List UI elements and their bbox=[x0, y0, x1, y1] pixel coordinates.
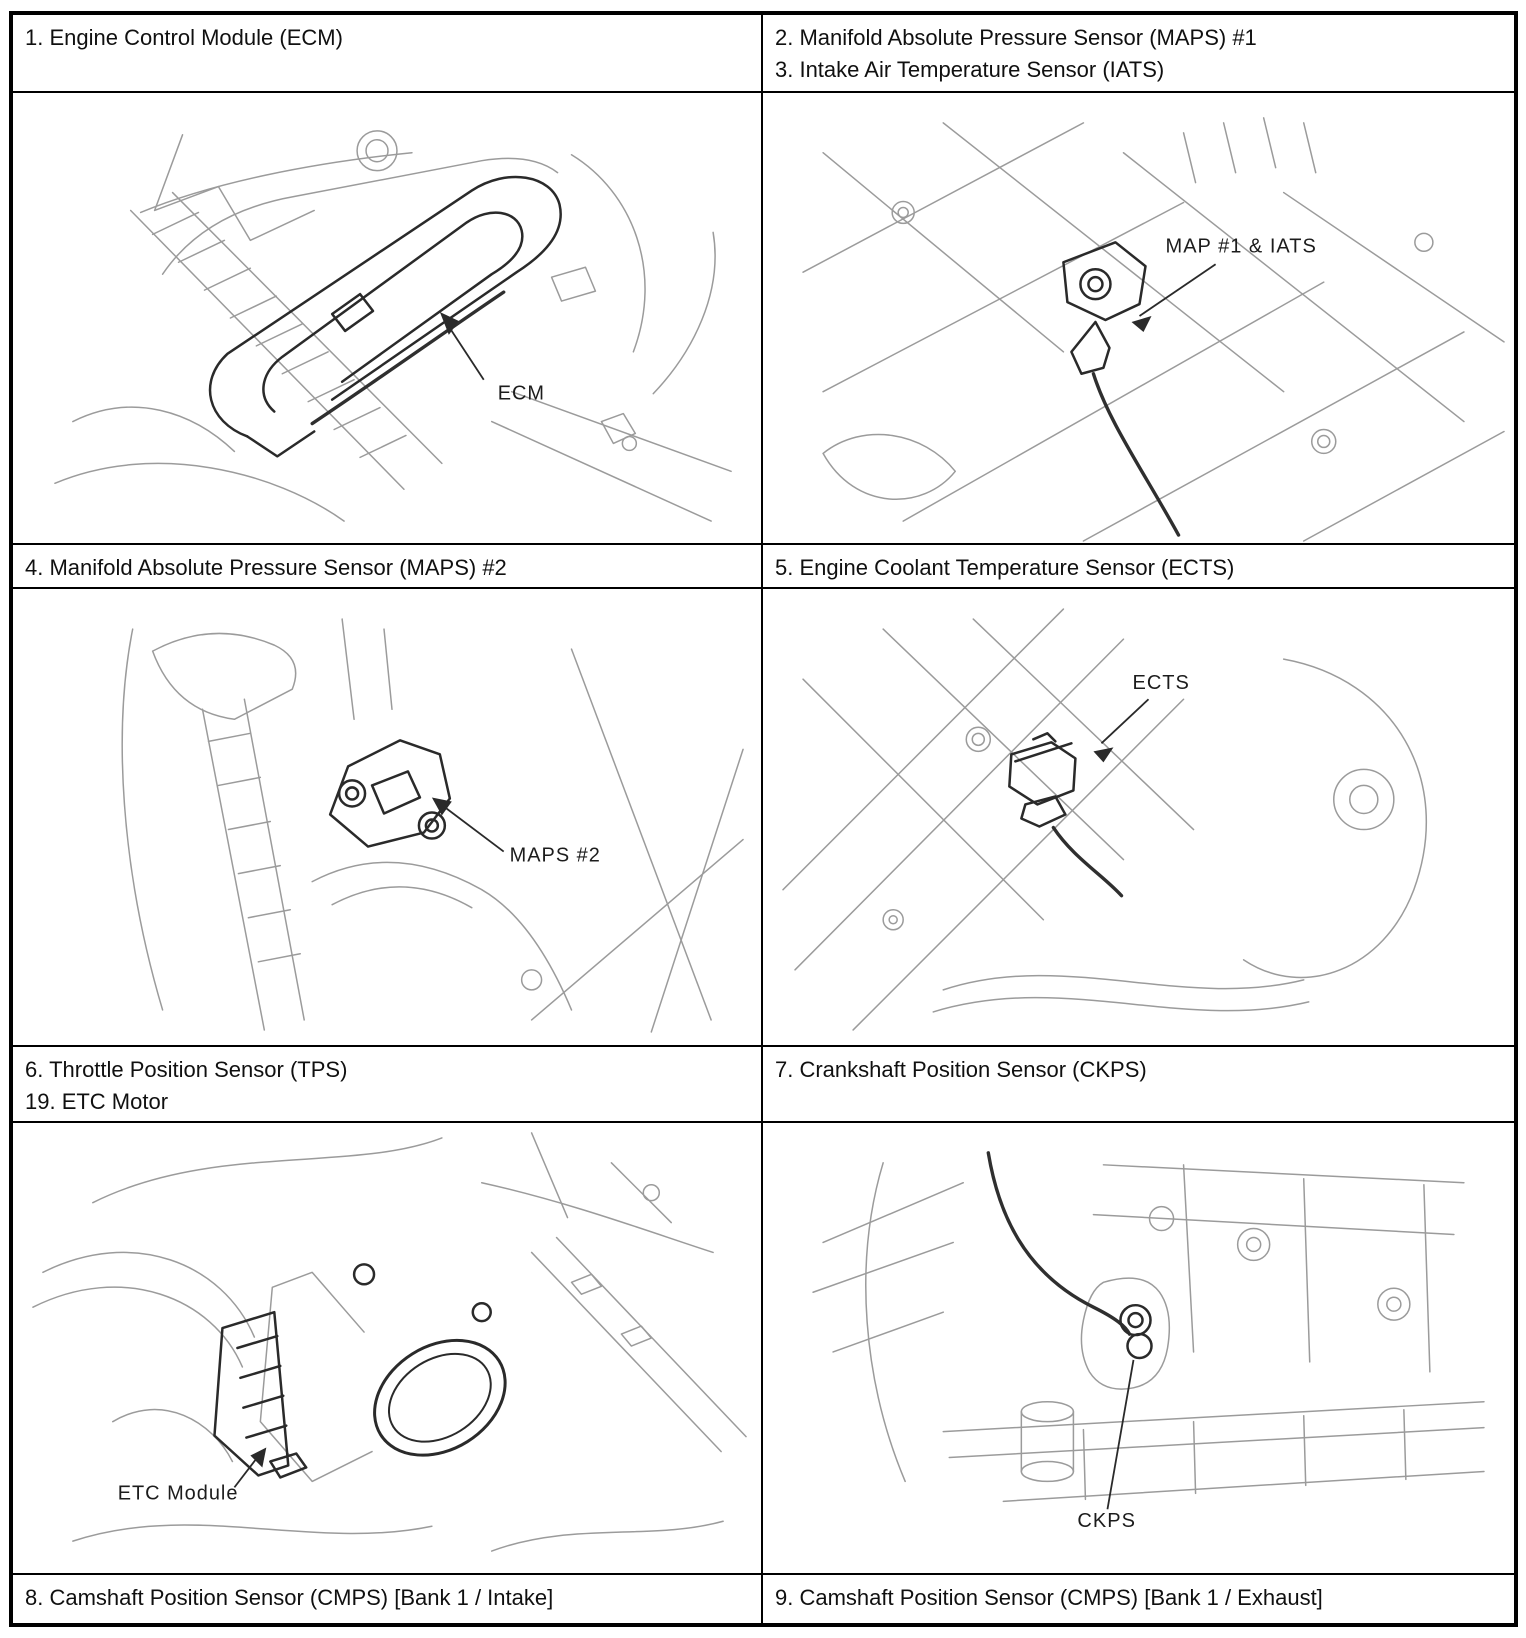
header-line: 3. Intake Air Temperature Sensor (IATS) bbox=[775, 57, 1165, 82]
figure-cell-ects bbox=[763, 589, 1514, 1047]
sensor-cable bbox=[1093, 374, 1178, 535]
sensor-cable bbox=[988, 1153, 1129, 1334]
callout-arrow bbox=[1101, 699, 1148, 743]
ects-sensor-outline bbox=[1009, 733, 1075, 826]
header-cell-ecm bbox=[13, 15, 763, 93]
callout-label: CKPS bbox=[1077, 1510, 1136, 1533]
engine-line-art bbox=[122, 619, 743, 1032]
map-sensor-outline bbox=[1063, 242, 1145, 373]
figure-cell-maps1-iats bbox=[763, 93, 1514, 545]
header-line: 9. Camshaft Position Sensor (CMPS) [Bank 1 / Exhaust] bbox=[775, 1585, 1323, 1610]
etc-module-callout bbox=[118, 1448, 267, 1505]
ckps-sensor-outline bbox=[1120, 1305, 1151, 1358]
maps2-callout bbox=[432, 797, 601, 866]
ecm-unit-outline bbox=[210, 177, 561, 456]
sensor-wires bbox=[1053, 828, 1121, 896]
header-cell-maps1-iats bbox=[763, 15, 1514, 93]
header-line: 7. Crankshaft Position Sensor (CKPS) bbox=[775, 1057, 1147, 1082]
figure-etc-module bbox=[13, 1123, 761, 1573]
callout-label: ECM bbox=[497, 382, 545, 405]
figure-cell-ckps bbox=[763, 1123, 1514, 1575]
header-line: 1. Engine Control Module (ECM) bbox=[25, 25, 343, 50]
figure-cell-etc-module bbox=[13, 1123, 763, 1575]
callout-arrowhead bbox=[1093, 747, 1113, 762]
header-cell-maps2 bbox=[13, 545, 763, 589]
figure-cell-ecm bbox=[13, 93, 763, 545]
engine-line-art bbox=[803, 118, 1504, 541]
header-line: 8. Camshaft Position Sensor (CMPS) [Bank 1 / Intake] bbox=[25, 1585, 554, 1610]
callout-label: ECTS bbox=[1132, 672, 1190, 695]
header-cell-cmps-exhaust bbox=[763, 1575, 1514, 1623]
header-line: 5. Engine Coolant Temperature Sensor (ECTS) bbox=[775, 555, 1235, 580]
header-line: 6. Throttle Position Sensor (TPS) bbox=[25, 1057, 348, 1082]
engine-line-art bbox=[783, 609, 1426, 1030]
callout-label: MAPS #2 bbox=[509, 844, 601, 867]
callout-leader bbox=[1107, 1360, 1133, 1509]
header-line: 4. Manifold Absolute Pressure Sensor (MAPS) #2 bbox=[25, 555, 507, 580]
figure-ecm bbox=[13, 93, 761, 543]
callout-arrow bbox=[440, 803, 504, 851]
header-cell-cmps-intake bbox=[13, 1575, 763, 1623]
header-cell-ckps bbox=[763, 1047, 1514, 1123]
header-cell-tps-etc bbox=[13, 1047, 763, 1123]
figure-ects bbox=[763, 589, 1514, 1045]
callout-label: ETC Module bbox=[117, 1482, 239, 1505]
throttle-body-outline bbox=[214, 1264, 526, 1478]
component-location-table bbox=[9, 11, 1518, 1627]
header-line: 2. Manifold Absolute Pressure Sensor (MAPS) #1 bbox=[775, 25, 1257, 50]
ects-callout bbox=[1093, 672, 1189, 762]
maps2-sensor-outline bbox=[330, 740, 450, 846]
callout-arrowhead bbox=[1131, 316, 1151, 332]
engine-line-art bbox=[813, 1163, 1484, 1501]
figure-maps1-iats bbox=[763, 93, 1514, 543]
figure-ckps bbox=[763, 1123, 1514, 1573]
header-line: 19. ETC Motor bbox=[25, 1089, 169, 1114]
engine-line-art bbox=[55, 131, 731, 521]
figure-maps2 bbox=[13, 589, 761, 1045]
figure-cell-maps2 bbox=[13, 589, 763, 1047]
header-cell-ects bbox=[763, 545, 1514, 589]
callout-label: MAP #1 & IATS bbox=[1165, 235, 1317, 258]
harness-line bbox=[312, 292, 503, 423]
